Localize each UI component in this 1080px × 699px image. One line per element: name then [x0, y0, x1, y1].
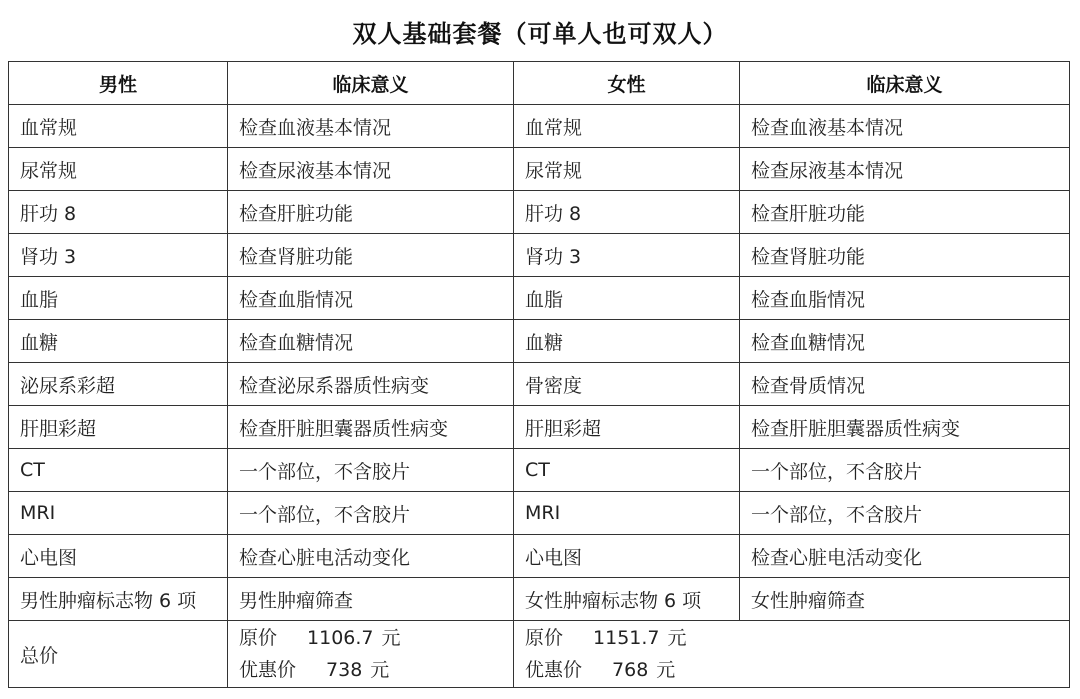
male-meaning: 检查血糖情况 [228, 320, 514, 363]
table-row [9, 277, 1070, 320]
male-item: CT [9, 449, 228, 492]
currency-unit: 元 [370, 659, 390, 681]
original-price-label: 原价 [239, 627, 278, 649]
female-meaning: 检查血糖情况 [740, 320, 1070, 363]
total-row [9, 621, 1070, 688]
female-item: 肝胆彩超 [514, 406, 740, 449]
female-item: MRI [514, 492, 740, 535]
male-meaning: 一个部位，不含胶片 [228, 492, 514, 535]
female-item: 血糖 [514, 320, 740, 363]
header-male-meaning: 临床意义 [228, 62, 514, 105]
male-item: 肝功 8 [9, 191, 228, 234]
male-item: 肾功 3 [9, 234, 228, 277]
female-discount-price [525, 654, 1069, 686]
original-price-value: 1151.7 [593, 627, 660, 649]
table-row [9, 363, 1070, 406]
female-meaning: 检查血液基本情况 [740, 105, 1070, 148]
male-item: 血糖 [9, 320, 228, 363]
female-price-cell [514, 621, 1070, 688]
female-meaning: 检查肝脏功能 [740, 191, 1070, 234]
female-meaning: 检查骨质情况 [740, 363, 1070, 406]
male-meaning: 检查血脂情况 [228, 277, 514, 320]
table-row [9, 234, 1070, 277]
male-item: 泌尿系彩超 [9, 363, 228, 406]
table-row [9, 578, 1070, 621]
table-row [9, 320, 1070, 363]
table-row [9, 191, 1070, 234]
male-item: 心电图 [9, 535, 228, 578]
male-item: 尿常规 [9, 148, 228, 191]
package-table [8, 61, 1070, 688]
female-meaning: 检查心脏电活动变化 [740, 535, 1070, 578]
female-meaning: 检查血脂情况 [740, 277, 1070, 320]
discount-price-value: 738 [326, 659, 363, 681]
female-item: 女性肿瘤标志物 6 项 [514, 578, 740, 621]
header-row [9, 62, 1070, 105]
female-item: 心电图 [514, 535, 740, 578]
male-meaning: 检查心脏电活动变化 [228, 535, 514, 578]
male-item: 肝胆彩超 [9, 406, 228, 449]
male-meaning: 检查泌尿系器质性病变 [228, 363, 514, 406]
page-title: 双人基础套餐（可单人也可双人） [352, 20, 728, 48]
male-price-cell [228, 621, 514, 688]
male-meaning: 检查肾脏功能 [228, 234, 514, 277]
female-item: 血脂 [514, 277, 740, 320]
female-item: 肾功 3 [514, 234, 740, 277]
table-row [9, 406, 1070, 449]
male-original-price [239, 622, 513, 654]
male-meaning: 检查肝脏胆囊器质性病变 [228, 406, 514, 449]
discount-price-label: 优惠价 [239, 659, 297, 681]
male-item: 血常规 [9, 105, 228, 148]
male-meaning: 检查尿液基本情况 [228, 148, 514, 191]
female-meaning: 检查尿液基本情况 [740, 148, 1070, 191]
currency-unit: 元 [381, 627, 401, 649]
discount-price-value: 768 [612, 659, 649, 681]
female-item: 骨密度 [514, 363, 740, 406]
male-meaning: 检查肝脏功能 [228, 191, 514, 234]
male-discount-price [239, 654, 513, 686]
table-row [9, 449, 1070, 492]
female-meaning: 一个部位，不含胶片 [740, 449, 1070, 492]
female-item: 血常规 [514, 105, 740, 148]
table-row [9, 105, 1070, 148]
table-row [9, 148, 1070, 191]
original-price-label: 原价 [525, 627, 564, 649]
currency-unit: 元 [667, 627, 687, 649]
header-female-meaning: 临床意义 [740, 62, 1070, 105]
header-female: 女性 [514, 62, 740, 105]
male-item: MRI [9, 492, 228, 535]
female-item: 肝功 8 [514, 191, 740, 234]
male-meaning: 检查血液基本情况 [228, 105, 514, 148]
male-item: 血脂 [9, 277, 228, 320]
female-item: CT [514, 449, 740, 492]
male-meaning: 一个部位，不含胶片 [228, 449, 514, 492]
table-row [9, 492, 1070, 535]
female-original-price [525, 622, 1069, 654]
female-meaning: 检查肾脏功能 [740, 234, 1070, 277]
female-meaning: 女性肿瘤筛查 [740, 578, 1070, 621]
male-meaning: 男性肿瘤筛查 [228, 578, 514, 621]
female-item: 尿常规 [514, 148, 740, 191]
discount-price-label: 优惠价 [525, 659, 583, 681]
table-row [9, 535, 1070, 578]
female-meaning: 一个部位，不含胶片 [740, 492, 1070, 535]
header-male: 男性 [9, 62, 228, 105]
male-item: 男性肿瘤标志物 6 项 [9, 578, 228, 621]
original-price-value: 1106.7 [307, 627, 374, 649]
total-label: 总价 [9, 621, 228, 688]
currency-unit: 元 [656, 659, 676, 681]
female-meaning: 检查肝脏胆囊器质性病变 [740, 406, 1070, 449]
